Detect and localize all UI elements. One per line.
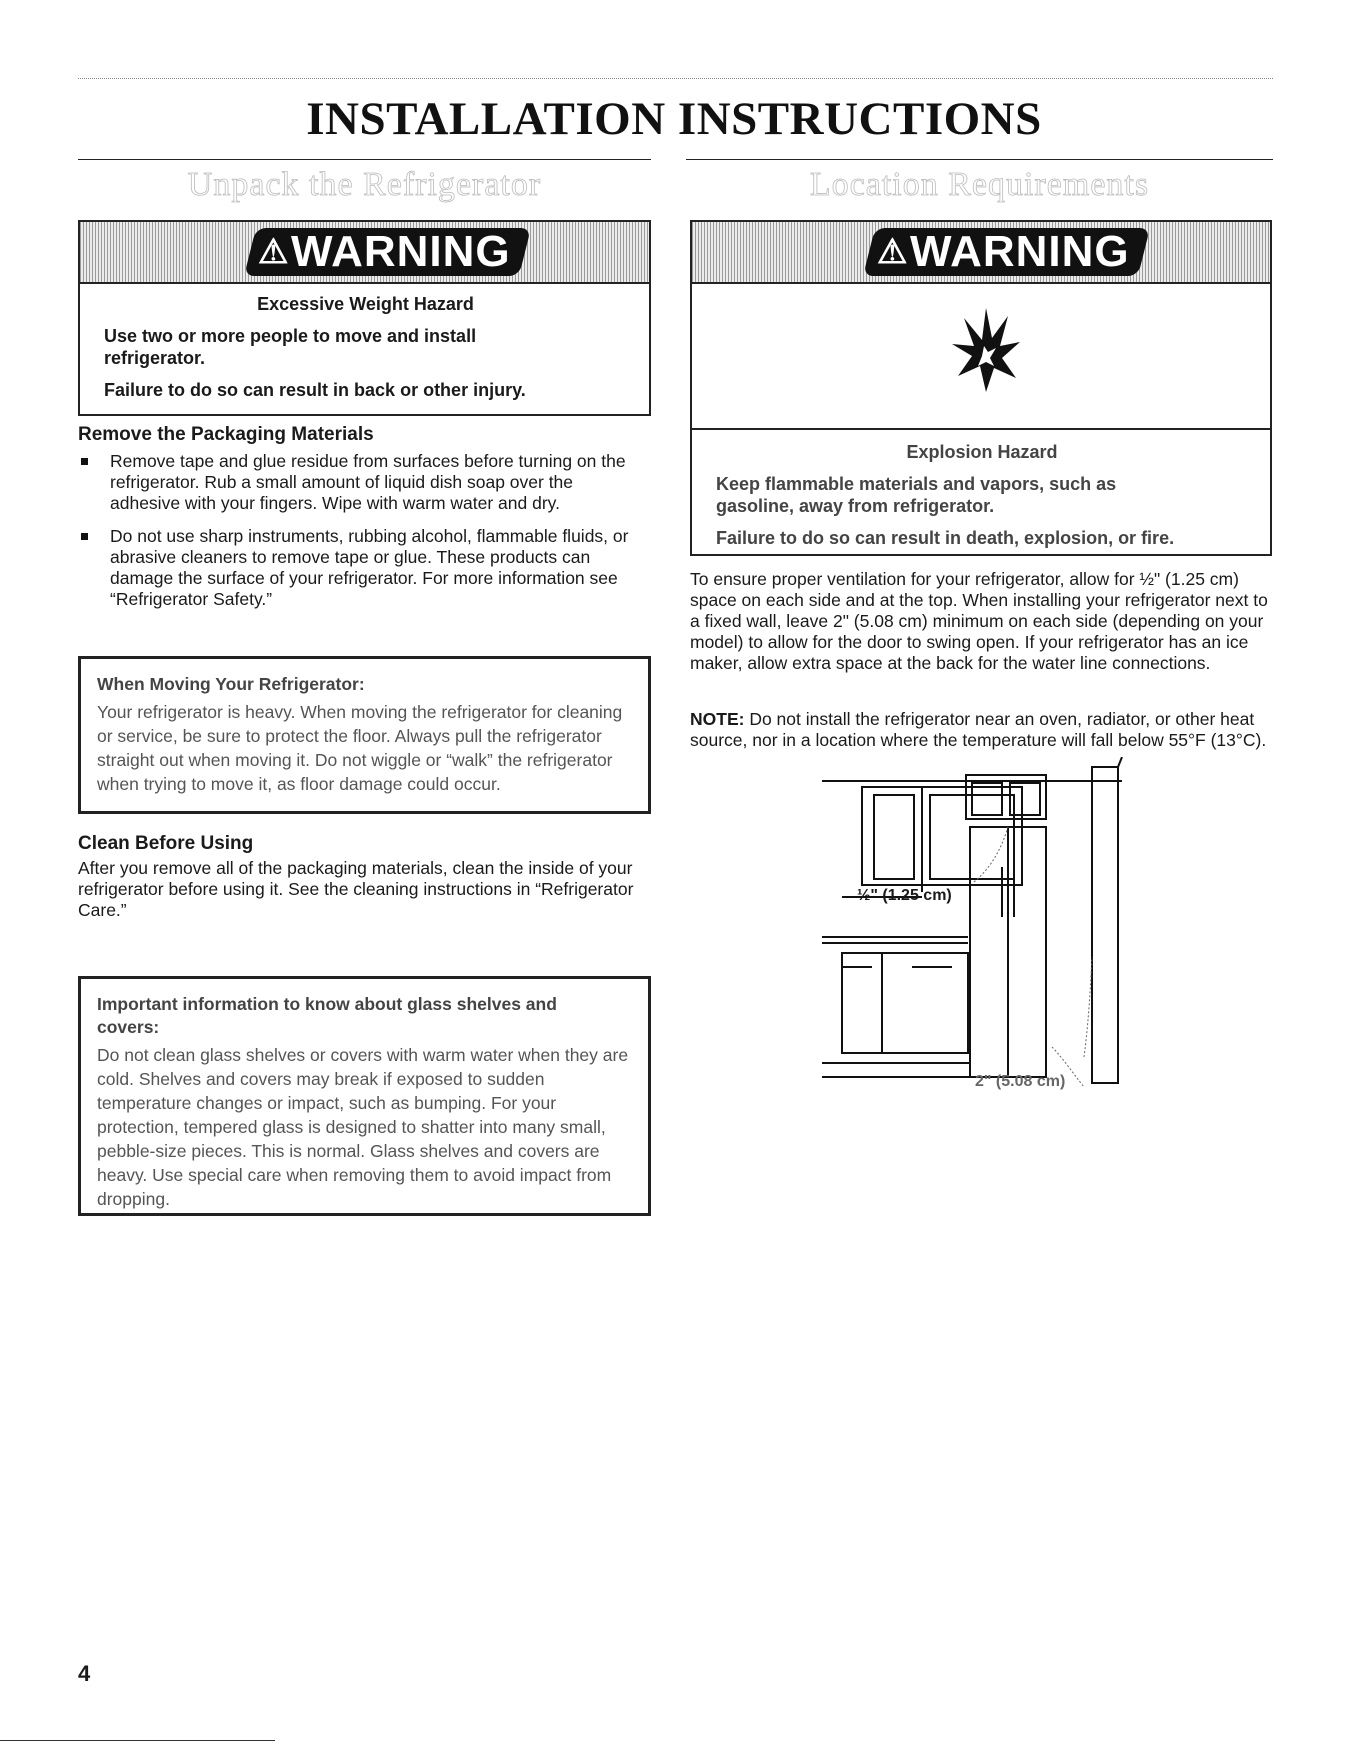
hazard-title: Excessive Weight Hazard	[257, 294, 474, 314]
unpack-heading: Unpack the Refrigerator	[187, 166, 542, 203]
clean-title: Clean Before Using	[78, 833, 254, 854]
warning-label: WARNING	[910, 227, 1131, 276]
moving-note-box	[78, 656, 651, 814]
packaging-title: Remove the Packaging Materials	[78, 424, 374, 445]
left-column-rule	[78, 159, 651, 160]
list-item: Do not use sharp instruments, rubbing alcohol, flammable fluids, or abrasive cleaners to remove tape or glue. These products can damage the surface of your refrigerator. For more information see “Refrigerator Safety.”	[78, 526, 638, 610]
page-title: INSTALLATION INSTRUCTIONS	[306, 93, 1042, 145]
top-dotted-rule	[78, 78, 1273, 79]
glass-note-box	[78, 976, 651, 1216]
warning-badge	[244, 228, 531, 276]
hazard-title: Explosion Hazard	[906, 442, 1058, 462]
moving-note-title: When Moving Your Refrigerator:	[97, 674, 365, 694]
warning-line-1: Keep flammable materials and vapors, such as gasoline, away from refrigerator.	[716, 474, 1117, 516]
side-clearance-label: ½" (1.25 cm)	[857, 887, 952, 904]
warning-badge	[863, 228, 1150, 276]
bullet-icon	[81, 458, 88, 465]
warning-banner	[692, 222, 1270, 284]
page-number: 4	[78, 1661, 91, 1686]
wall-clearance-label: 2" (5.08 cm)	[975, 1073, 1066, 1090]
warning-triangle-icon: ⚠	[258, 233, 290, 271]
warning-banner	[80, 222, 649, 284]
clean-text: After you remove all of the packaging materials, clean the inside of your refrigerator before using it. See the cleaning instructions in “Refrigerator Care.”	[78, 858, 634, 920]
bullet-icon	[81, 533, 88, 540]
explosion-icon-panel	[692, 284, 1270, 430]
glass-note-title: Important information to know about glass shelves and covers:	[97, 994, 557, 1037]
refrigerator-clearance-diagram	[822, 757, 1142, 1092]
right-column-rule	[686, 159, 1273, 160]
warning-line-2: Failure to do so can result in back or other injury.	[104, 380, 526, 400]
glass-note-text: Do not clean glass shelves or covers with warm water when they are cold. Shelves and covers may break if exposed to sudden temperature changes or impact, such as bumping. For your protection, tempered glass is designed to shatter into many small, pebble-size pieces. This is normal. Glass shelves and covers are heavy. Use special care when removing them to avoid impact from dropping.	[97, 1045, 629, 1209]
note-label: NOTE:	[690, 709, 745, 729]
bottom-rule	[0, 1740, 275, 1741]
note-text: Do not install the refrigerator near an oven, radiator, or other heat source, nor in a location where the temperature will fall below 55°F (13°C).	[690, 709, 1267, 750]
warning-label: WARNING	[291, 227, 512, 276]
packaging-list	[78, 451, 638, 622]
list-item: Remove tape and glue residue from surfaces before turning on the refrigerator. Rub a small amount of liquid dish soap over the adhesive with your fingers. Wipe with warm water and dry.	[78, 451, 638, 514]
warning-triangle-icon: ⚠	[877, 233, 909, 271]
moving-note-text: Your refrigerator is heavy. When moving the refrigerator for cleaning or service, be sure to protect the floor. Always pull the refrigerator straight out when moving it. Do not wiggle or “walk” the refrigerator when trying to move it, as floor damage could occur.	[97, 702, 623, 794]
ventilation-text: To ensure proper ventilation for your refrigerator, allow for ½" (1.25 cm) space on each side and at the top. When installing your refrigerator next to a fixed wall, leave 2" (5.08 cm) minimum on each side (depending on your model) to allow for the door to swing open. If your refrigerator has an ice maker, allow extra space at the back for the water line connections.	[690, 569, 1268, 673]
location-heading: Location Requirements	[809, 166, 1150, 203]
explosion-icon	[950, 306, 1022, 394]
warning-line-1: Use two or more people to move and install refrigerator.	[104, 326, 477, 368]
note-paragraph	[690, 709, 1275, 751]
explosion-warning-box	[690, 220, 1272, 556]
warning-line-2: Failure to do so can result in death, explosion, or fire.	[716, 528, 1175, 548]
weight-warning-box	[78, 220, 651, 416]
